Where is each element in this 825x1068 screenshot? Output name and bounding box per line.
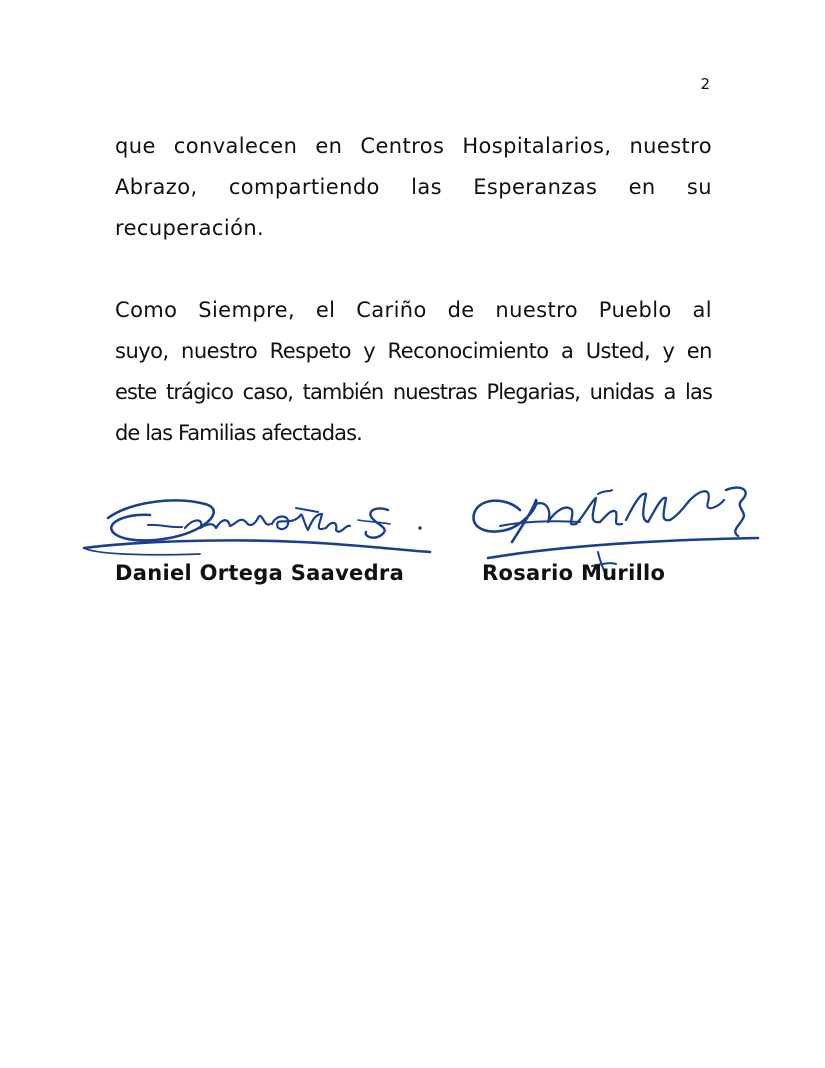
paragraph-2-line-4: de las Familias afectadas. xyxy=(115,421,362,445)
signer-name-1: Daniel Ortega Saavedra xyxy=(115,561,405,585)
signature-daniel-ortega xyxy=(84,500,430,554)
paragraph-2-line-3: este trágico caso, también nuestras Plegarias, unidas a las xyxy=(115,380,712,404)
paragraph-1-line-1: que convalecen en Centros Hospitalarios, nuestro xyxy=(115,134,712,158)
paragraph-2 xyxy=(115,290,712,454)
paragraph-2-line-2: suyo, nuestro Respeto y Reconocimiento a Usted, y en xyxy=(115,339,712,363)
signer-name-2: Rosario Murillo xyxy=(482,561,666,585)
paragraph-1-line-3: recuperación. xyxy=(115,216,265,240)
paragraph-1 xyxy=(115,126,712,249)
paragraph-1-line-2: Abrazo, compartiendo las Esperanzas en su xyxy=(115,175,712,199)
paragraph-2-line-1: Como Siempre, el Cariño de nuestro Pueblo al xyxy=(115,298,712,322)
page-number: 2 xyxy=(700,75,710,93)
